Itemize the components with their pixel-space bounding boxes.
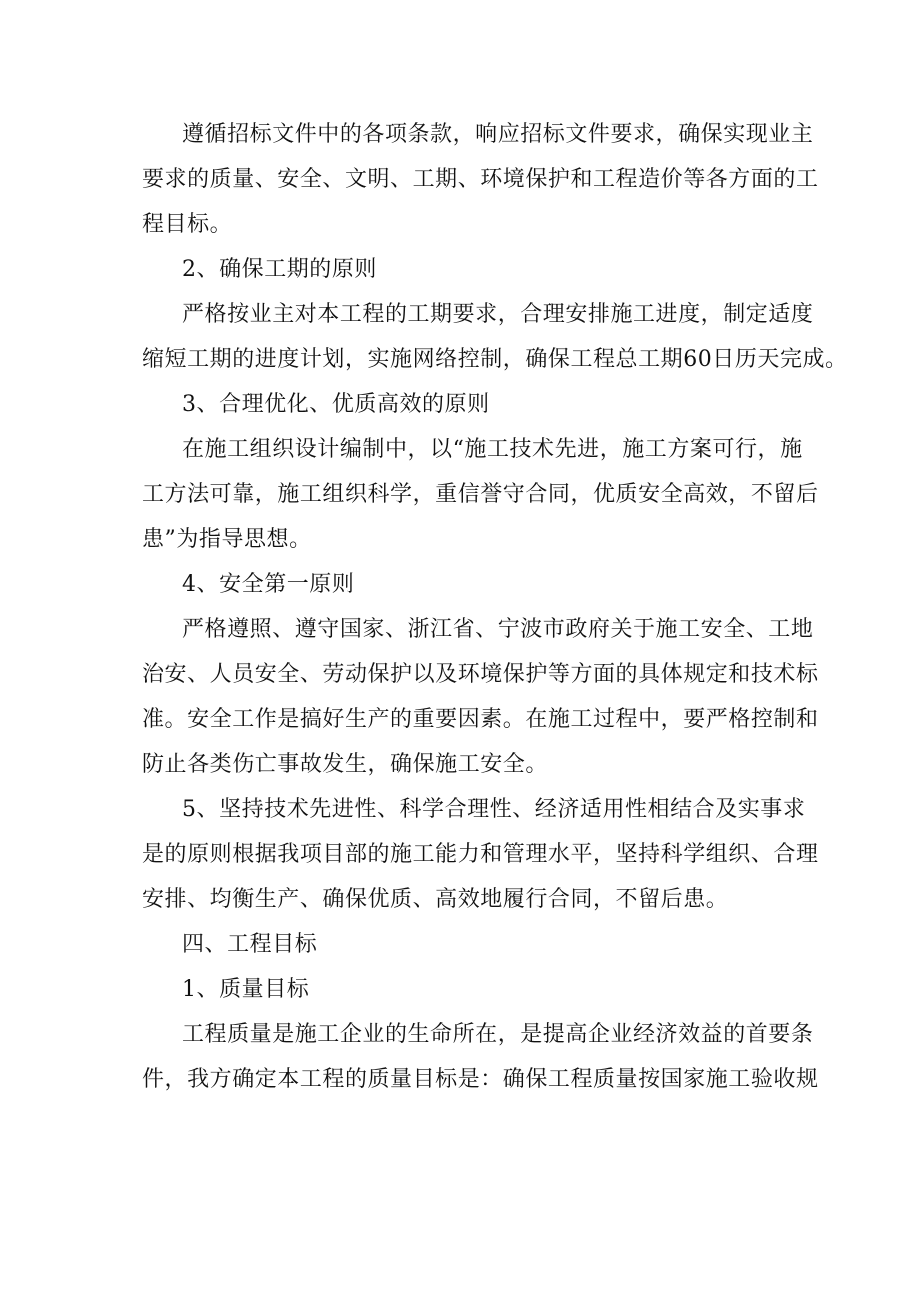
section-heading: 4、安全第一原则 [182,572,355,597]
heading-schedule-principle [142,247,782,292]
section-heading: 3、合理优化、优质高效的原则 [182,392,490,417]
heading-optimization-principle [142,382,782,427]
text-line: 缩短工期的进度计划，实施网络控制，确保工程总工期60日历天完成。 [142,347,848,372]
text-line: 遵循招标文件中的各项条款，响应招标文件要求，确保实现业主 [182,122,814,147]
paragraph-safety [142,607,819,787]
section-heading: 四、工程目标 [182,932,318,957]
paragraph-quality [142,1012,819,1102]
text-line: 工方法可靠，施工组织科学，重信誉守合同，优质安全高效，不留后 [142,482,819,507]
text-line: 件，我方确定本工程的质量目标是：确保工程质量按国家施工验收规 [142,1067,819,1092]
heading-project-goals [142,922,782,967]
text-line: 安排、均衡生产、确保优质、高效地履行合同，不留后患。 [142,887,729,912]
heading-safety-principle [142,562,782,607]
text-line: 是的原则根据我项目部的施工能力和管理水平，坚持科学组织、合理 [142,842,819,867]
section-heading: 1、质量目标 [182,977,310,1002]
text-line: 防止各类伤亡事故发生，确保施工安全。 [142,752,548,777]
text-line: 患”为指导思想。 [142,527,312,552]
text-line: 准。安全工作是搞好生产的重要因素。在施工过程中，要严格控制和 [142,707,819,732]
text-line: 治安、人员安全、劳动保护以及环境保护等方面的具体规定和技术标 [142,662,819,687]
paragraph-technology-principle [142,787,819,922]
section-heading: 2、确保工期的原则 [182,257,377,282]
text-line: 严格遵照、遵守国家、浙江省、宁波市政府关于施工安全、工地 [182,617,814,642]
text-line: 工程质量是施工企业的生命所在，是提高企业经济效益的首要条 [182,1022,814,1047]
paragraph-bidding-terms [142,112,819,247]
text-line: 在施工组织设计编制中，以“施工技术先进，施工方案可行，施 [182,437,803,462]
text-line: 严格按业主对本工程的工期要求，合理安排施工进度，制定适度 [182,302,814,327]
text-line: 要求的质量、安全、文明、工期、环境保护和工程造价等各方面的工 [142,167,819,192]
paragraph-schedule [142,292,848,382]
text-line: 5、坚持技术先进性、科学合理性、经济适用性相结合及实事求 [182,797,806,822]
paragraph-optimization [142,427,819,562]
text-line: 程目标。 [142,212,233,237]
heading-quality-goal [142,967,782,1012]
